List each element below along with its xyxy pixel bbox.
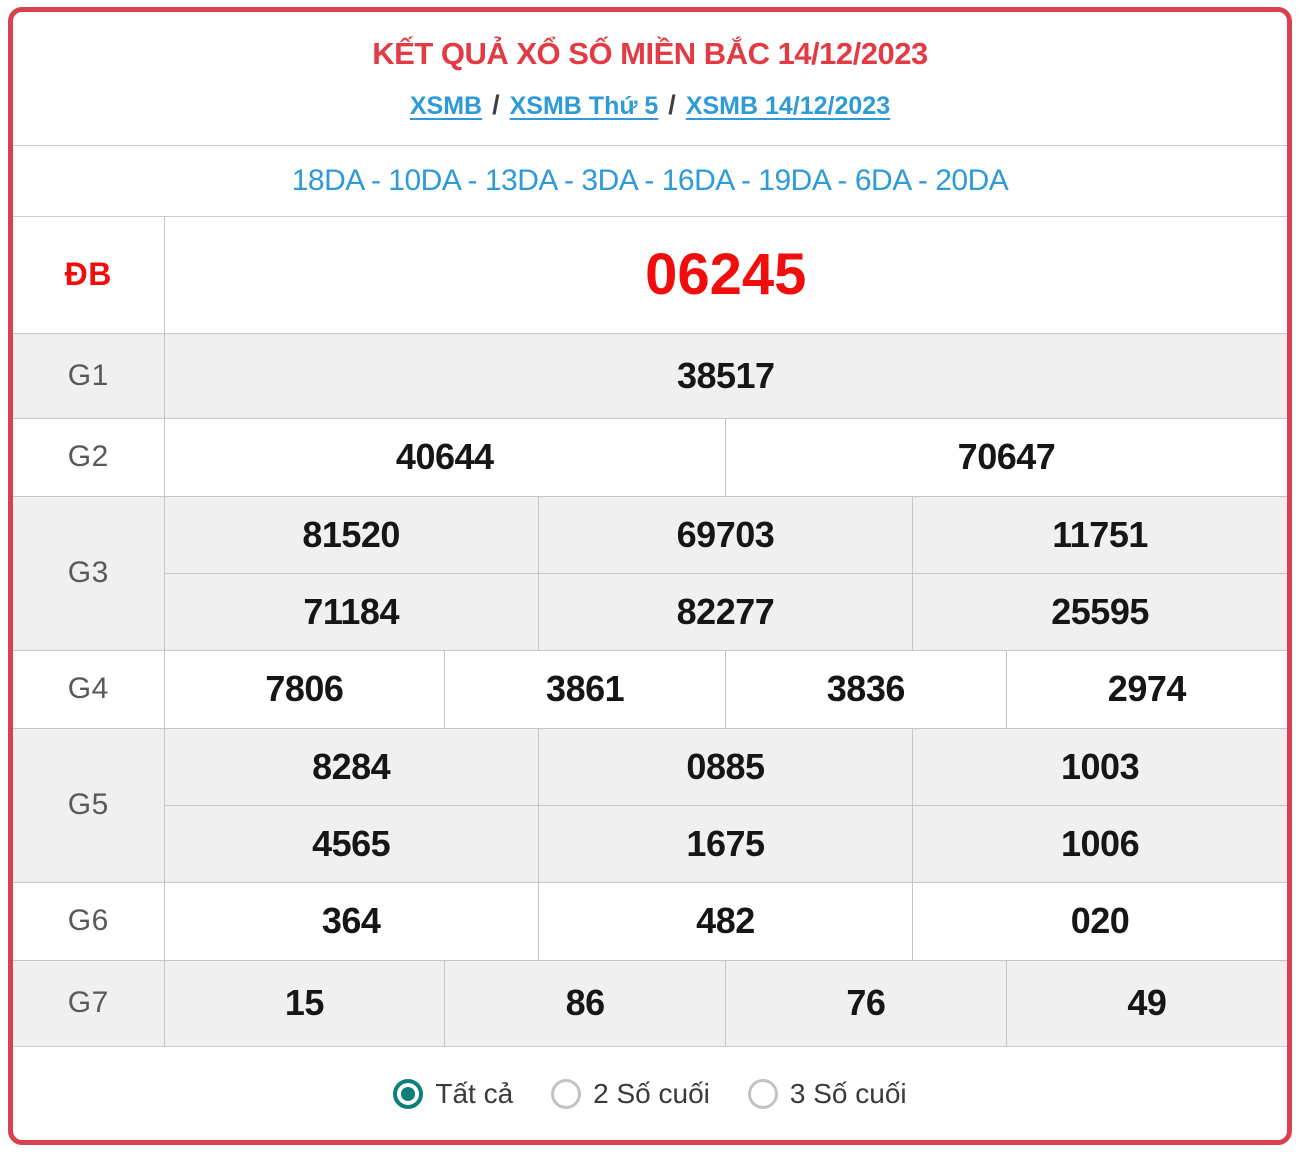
prize-number: 82277 [538, 573, 912, 650]
prize-number: 11751 [913, 496, 1287, 573]
radio-option-all[interactable] [393, 1078, 513, 1110]
radio-label: Tất cả [435, 1077, 514, 1109]
prize-number: 25595 [913, 573, 1287, 650]
prize-number: 69703 [538, 496, 912, 573]
prize-number-db: 06245 [164, 217, 1287, 333]
results-table [13, 217, 1287, 1046]
radio-option-last-3-digits[interactable] [748, 1078, 907, 1110]
prize-number: 7806 [164, 650, 445, 728]
table-row-g4 [13, 650, 1287, 728]
breadcrumb-link-xsmb[interactable]: XSMB [409, 92, 483, 120]
prize-number: 81520 [164, 496, 538, 573]
prize-label-db: ĐB [13, 217, 164, 333]
prize-label-g2: G2 [13, 418, 164, 496]
radio-button-icon[interactable] [393, 1079, 423, 1109]
table-row-g7 [13, 960, 1287, 1046]
prize-number: 70647 [725, 418, 1287, 496]
breadcrumb-separator: / [492, 90, 500, 120]
prize-label-g1: G1 [13, 333, 164, 418]
prize-number: 1675 [538, 805, 912, 882]
table-row-g3b [13, 573, 1287, 650]
prize-number: 020 [913, 882, 1287, 960]
radio-label: 2 Số cuối [593, 1077, 710, 1109]
table-row-g1 [13, 333, 1287, 418]
prize-label-g3: G3 [13, 496, 164, 650]
prize-number: 71184 [164, 573, 538, 650]
prize-label-g6: G6 [13, 882, 164, 960]
table-row-g2 [13, 418, 1287, 496]
prize-label-g5: G5 [13, 728, 164, 882]
prize-label-g4: G4 [13, 650, 164, 728]
radio-button-icon[interactable] [748, 1079, 778, 1109]
prize-number: 2974 [1006, 650, 1287, 728]
prize-number: 8284 [164, 728, 538, 805]
prize-number: 49 [1006, 960, 1287, 1046]
prize-number: 0885 [538, 728, 912, 805]
breadcrumb-link-xsmb-thu-5[interactable]: XSMB Thứ 5 [509, 92, 659, 120]
prize-number: 76 [725, 960, 1006, 1046]
table-row-g6 [13, 882, 1287, 960]
prize-number: 364 [164, 882, 538, 960]
breadcrumb-separator: / [668, 90, 676, 120]
prize-number: 3861 [445, 650, 726, 728]
prize-number: 1003 [913, 728, 1287, 805]
table-row-g5 [13, 728, 1287, 805]
radio-button-icon[interactable] [551, 1079, 581, 1109]
prize-number: 40644 [164, 418, 725, 496]
prize-number: 15 [164, 960, 445, 1046]
prize-number: 1006 [913, 805, 1287, 882]
radio-label: 3 Số cuối [789, 1077, 907, 1109]
prize-number: 86 [445, 960, 726, 1046]
loto-codes-line: 18DA - 10DA - 13DA - 3DA - 16DA - 19DA - 6DA - 20DA [13, 146, 1287, 217]
table-row-db [13, 217, 1287, 333]
lottery-results-card [8, 7, 1292, 1145]
table-row-g3 [13, 496, 1287, 573]
prize-number: 38517 [164, 333, 1287, 418]
prize-label-g7: G7 [13, 960, 164, 1046]
breadcrumb-link-xsmb-date[interactable]: XSMB 14/12/2023 [685, 92, 891, 120]
breadcrumb [23, 90, 1277, 121]
prize-number: 482 [538, 882, 912, 960]
prize-number: 4565 [164, 805, 538, 882]
view-mode-options [13, 1046, 1287, 1140]
radio-option-last-2-digits[interactable] [551, 1078, 710, 1110]
table-row-g5b [13, 805, 1287, 882]
page-title: KẾT QUẢ XỔ SỐ MIỀN BẮC 14/12/2023 [372, 36, 928, 71]
card-header [13, 12, 1287, 146]
prize-number: 3836 [725, 650, 1006, 728]
